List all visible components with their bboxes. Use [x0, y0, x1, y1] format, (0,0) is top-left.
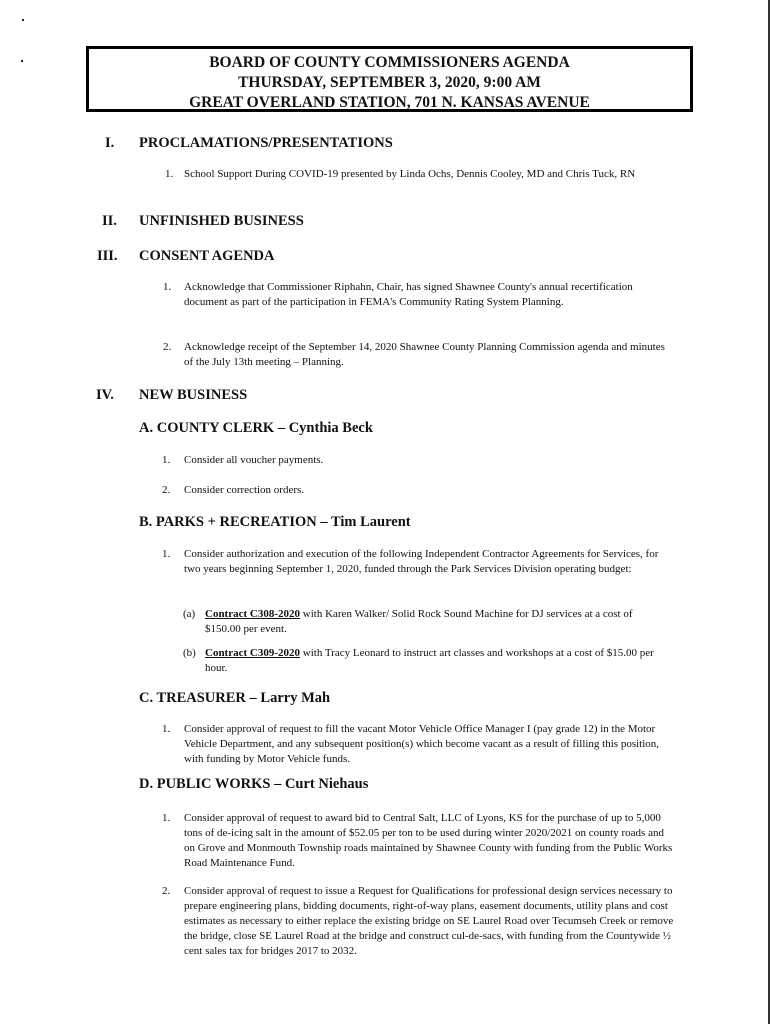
subsection-county-clerk: A. COUNTY CLERK – Cynthia Beck — [139, 420, 373, 436]
item-text: Consider authorization and execution of the following Independent Contractor Agreements for Services, for two years beginning September 1, 2020, funded through the Park Services Division operating budget: — [184, 548, 659, 575]
agenda-header — [86, 46, 693, 112]
subitem-description: with Karen Walker/ Solid Rock Sound Machine for DJ services at a cost of $150.00 per event. — [205, 608, 633, 635]
section-number: I. — [105, 135, 115, 151]
item-number: 1. — [163, 281, 172, 293]
header-line-3: GREAT OVERLAND STATION, 701 N. KANSAS AVENUE — [189, 94, 590, 111]
item-number: 2. — [163, 341, 172, 353]
item-text: School Support During COVID-19 presented by Linda Ochs, Dennis Cooley, MD and Chris Tuck, RN — [184, 168, 636, 180]
scan-speck — [21, 60, 23, 62]
item-number: 1. — [162, 812, 171, 824]
subitem-letter: (b) — [183, 647, 196, 659]
item-text: Consider approval of request to award bid to Central Salt, LLC of Lyons, KS for the purchase of up to 5,000 tons of de-icing salt in the amount of $52.05 per ton to be used during winter 2020/2021 on county roads and on Grove and Monmouth Township roads maintained by Shawnee County with funding from the Public Works Road Maintenance Fund. — [184, 812, 673, 869]
item-number: 1. — [162, 454, 171, 466]
item-text: Acknowledge receipt of the September 14, 2020 Shawnee County Planning Commission agenda and minutes of the July 13th meeting – Planning. — [184, 341, 665, 368]
subsection-treasurer: C. TREASURER – Larry Mah — [139, 690, 331, 706]
section-title: UNFINISHED BUSINESS — [139, 213, 304, 229]
section-title: CONSENT AGENDA — [139, 248, 275, 264]
item-text: Consider correction orders. — [184, 484, 305, 496]
item-number: 1. — [162, 723, 171, 735]
item-text: Acknowledge that Commissioner Riphahn, Chair, has signed Shawnee County's annual recertification document as part of the participation in FEMA's Community Rating System Planning. — [184, 281, 633, 308]
subitem-description: with Tracy Leonard to instruct art classes and workshops at a cost of $15.00 per hour. — [205, 647, 654, 674]
item-number: 2. — [162, 885, 171, 897]
item-text: Consider all voucher payments. — [184, 454, 324, 466]
subitem-text — [205, 607, 670, 637]
subitem-text — [205, 646, 670, 676]
header-line-2: THURSDAY, SEPTEMBER 3, 2020, 9:00 AM — [238, 74, 541, 91]
section-number: IV. — [96, 387, 114, 403]
item-number: 2. — [162, 484, 171, 496]
section-title: NEW BUSINESS — [139, 387, 248, 403]
scan-speck — [22, 19, 24, 21]
subsection-public-works: D. PUBLIC WORKS – Curt Niehaus — [139, 776, 369, 792]
item-text: Consider approval of request to issue a Request for Qualifications for professional design services necessary to prepare engineering plans, bidding documents, right-of-way plans, easement documents, utility plans and cost estimates as necessary to either replace the existing bridge on SE Laurel Road over Tecumseh Creek or remove the bridge, close SE Laurel Road at the bridge and construct cul-de-sacs, with funding from the Countywide ½ cent sales tax for bridges 2017 to 2032. — [184, 885, 674, 957]
item-text: Consider approval of request to fill the vacant Motor Vehicle Office Manager I (pay grade 12) in the Motor Vehicle Department, and any subsequent position(s) which become vacant as a result of filling this position, with funding by Motor Vehicle funds. — [184, 723, 660, 765]
item-number: 1. — [162, 548, 171, 560]
section-title: PROCLAMATIONS/PRESENTATIONS — [139, 135, 393, 151]
contract-c309-label: Contract C309-2020 — [205, 647, 301, 659]
item-number: 1. — [165, 168, 174, 180]
header-line-1: BOARD OF COUNTY COMMISSIONERS AGENDA — [209, 54, 570, 71]
contract-c308-label: Contract C308-2020 — [205, 608, 301, 620]
subsection-parks-recreation: B. PARKS + RECREATION – Tim Laurent — [139, 514, 411, 530]
section-number: III. — [97, 248, 118, 264]
section-number: II. — [102, 213, 117, 229]
subitem-letter: (a) — [183, 608, 196, 620]
